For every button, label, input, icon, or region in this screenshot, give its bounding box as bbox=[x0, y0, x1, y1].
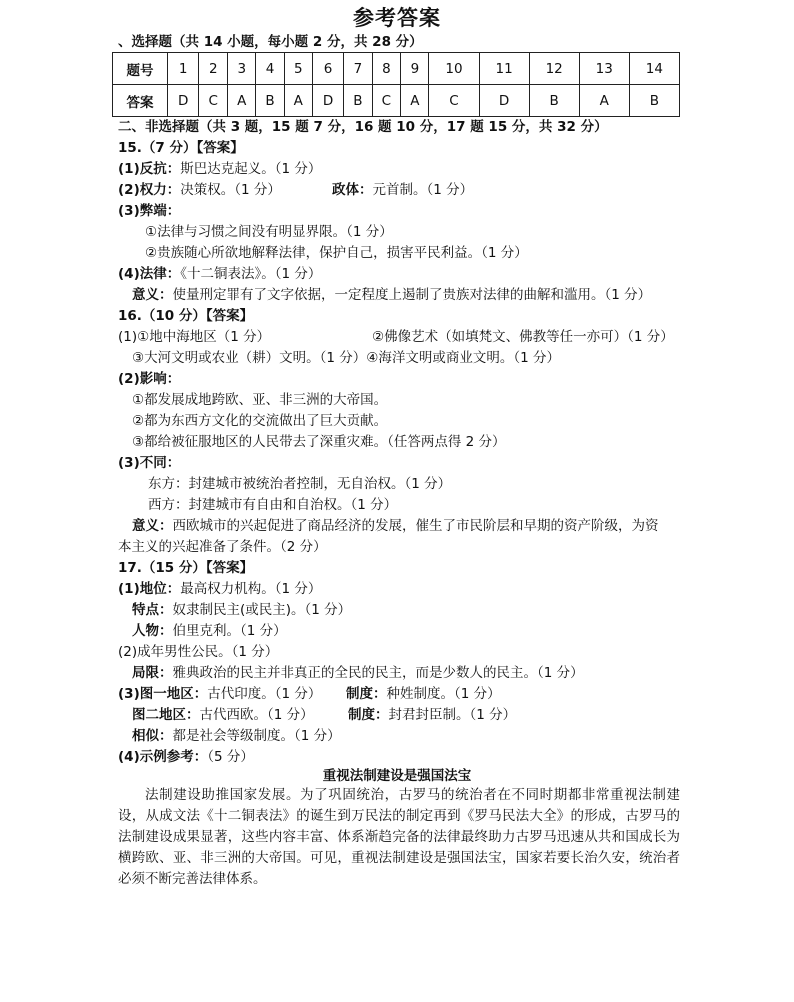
q16-line-3a: ①都发展成地跨欧、亚、非三洲的大帝国。 bbox=[132, 392, 388, 408]
q16-line-4a: 东方：封建城市被统治者控制，无自治权。（1 分） bbox=[148, 476, 452, 492]
q15-line-4 bbox=[118, 265, 321, 283]
answer-label: 意义： bbox=[132, 518, 173, 534]
answer-label: (4)示例参考： bbox=[118, 749, 208, 765]
q15-line-3a: ①法律与习惯之间没有明显界限。（1 分） bbox=[145, 224, 393, 240]
answer-label: 意义： bbox=[132, 287, 173, 303]
answer-label: 制度： bbox=[346, 686, 387, 702]
answer-text: 元首制。（1 分） bbox=[372, 182, 474, 198]
table-cell: 8 bbox=[372, 53, 401, 85]
table-cell: 10 bbox=[429, 53, 479, 85]
q16-line-3c: ③都给被征服地区的人民带去了深重灾难。（任答两点得 2 分） bbox=[132, 434, 506, 450]
table-cell: B bbox=[529, 85, 579, 117]
q17-line-2 bbox=[132, 601, 351, 619]
answer-text: 使量刑定罪有了文字依据，一定程度上遏制了贵族对法律的曲解和滥用。（1 分） bbox=[172, 287, 652, 303]
answer-label: (3)图一地区： bbox=[118, 686, 208, 702]
q15-line-3b: ②贵族随心所欲地解释法律，保护自己，损害平民利益。（1 分） bbox=[145, 245, 528, 261]
essay-body: 法制建设助推国家发展。为了巩固统治，古罗马的统治者在不同时期都非常重视法制建设，从成文法《十二铜表法》的诞生到万民法的制定再到《罗马民法大全》的形成，古罗马的法制建设成果显著，这些内容丰富、体系渐趋完备的法律最终助力古罗马迅速从共和国成长为横跨欧、亚、非三洲的大帝国。可见，重视法制建设是强国法宝，国家若要长治久安，统治者必须不断完善法律体系。 bbox=[118, 787, 680, 887]
answer-label: 相似： bbox=[132, 728, 173, 744]
answer-text: 斯巴达克起义。（1 分） bbox=[180, 161, 322, 177]
table-cell: D bbox=[168, 85, 199, 117]
table-cell: C bbox=[372, 85, 401, 117]
table-cell: 11 bbox=[479, 53, 529, 85]
q16-line-4-label: (3)不同： bbox=[118, 455, 181, 471]
table-cell: D bbox=[312, 85, 343, 117]
answer-text: 西欧城市的兴起促进了商品经济的发展，催生了市民阶层和早期的资产阶级，为资 bbox=[172, 518, 659, 534]
q16-line-2: ③大河文明或农业（耕）文明。（1 分）④海洋文明或商业文明。（1 分） bbox=[132, 350, 560, 366]
table-cell: C bbox=[429, 85, 479, 117]
table-cell: A bbox=[579, 85, 629, 117]
q17-line-7 bbox=[132, 706, 314, 724]
answer-text: 《十二铜表法》。（1 分） bbox=[180, 266, 322, 282]
answer-text: 古代西欧。（1 分） bbox=[199, 707, 314, 723]
answer-label: 图二地区： bbox=[132, 707, 200, 723]
table-cell: 13 bbox=[579, 53, 629, 85]
section-1-heading: 、选择题（共 14 小题，每小题 2 分，共 28 分） bbox=[118, 34, 423, 50]
q17-heading: 17.（15 分）【答案】 bbox=[118, 560, 254, 576]
table-cell: 6 bbox=[312, 53, 343, 85]
q15-line-2 bbox=[118, 181, 281, 199]
q17-line-5 bbox=[132, 664, 584, 682]
answer-text: 雅典政治的民主并非真正的全民的民主，而是少数人的民主。（1 分） bbox=[172, 665, 584, 681]
table-cell: 5 bbox=[284, 53, 312, 85]
table-cell: B bbox=[629, 85, 679, 117]
table-row-numbers bbox=[113, 53, 680, 85]
table-header-cell: 题号 bbox=[113, 53, 168, 85]
answer-label: 政体： bbox=[332, 182, 373, 198]
table-cell: 2 bbox=[199, 53, 228, 85]
q15-line-3-label: (3)弊端： bbox=[118, 203, 181, 219]
section-2-heading: 二、非选择题（共 3 题，15 题 7 分，16 题 10 分，17 题 15 分，共 32 分） bbox=[118, 119, 608, 135]
q16-heading: 16.（10 分）【答案】 bbox=[118, 308, 254, 324]
answer-text: 古代印度。（1 分） bbox=[207, 686, 322, 702]
table-cell: 4 bbox=[256, 53, 284, 85]
answer-text: （5 分） bbox=[207, 749, 254, 765]
answer-label: 特点： bbox=[132, 602, 173, 618]
q17-line-7b bbox=[348, 706, 516, 724]
q17-line-8 bbox=[132, 727, 341, 745]
answer-text: 封君封臣制。（1 分） bbox=[388, 707, 517, 723]
q16-line-5 bbox=[132, 517, 659, 535]
page-title: 参考答案 bbox=[353, 6, 441, 30]
answer-text: 奴隶制民主(或民主)。（1 分） bbox=[172, 602, 352, 618]
q16-line-4b: 西方：封建城市有自由和自治权。（1 分） bbox=[148, 497, 398, 513]
answer-label: (2)权力： bbox=[118, 182, 181, 198]
answer-text: 都是社会等级制度。（1 分） bbox=[172, 728, 341, 744]
q17-line-6b bbox=[346, 685, 501, 703]
answer-label: 人物： bbox=[132, 623, 173, 639]
q16-line-3-label: (2)影响： bbox=[118, 371, 181, 387]
q16-line-3b: ②都为东西方文化的交流做出了巨大贡献。 bbox=[132, 413, 388, 429]
answer-label: (1)反抗： bbox=[118, 161, 181, 177]
answer-text: 伯里克利。（1 分） bbox=[172, 623, 287, 639]
answer-label: 制度： bbox=[348, 707, 389, 723]
q15-line-2b bbox=[332, 181, 473, 199]
q15-line-5 bbox=[132, 286, 651, 304]
table-cell: 7 bbox=[344, 53, 372, 85]
answer-text: 决策权。（1 分） bbox=[180, 182, 281, 198]
answer-table bbox=[112, 52, 680, 117]
table-cell: B bbox=[344, 85, 372, 117]
q17-line-4: (2)成年男性公民。（1 分） bbox=[118, 644, 279, 660]
q16-line-1a: (1)①地中海地区（1 分） bbox=[118, 329, 271, 345]
q15-heading: 15.（7 分）【答案】 bbox=[118, 140, 244, 156]
table-cell: 12 bbox=[529, 53, 579, 85]
answer-label: (4)法律： bbox=[118, 266, 181, 282]
answer-text: 最高权力机构。（1 分） bbox=[180, 581, 322, 597]
answer-text: 种姓制度。（1 分） bbox=[386, 686, 501, 702]
table-cell: 1 bbox=[168, 53, 199, 85]
table-cell: A bbox=[228, 85, 256, 117]
q16-line-5-cont: 本主义的兴起准备了条件。（2 分） bbox=[118, 539, 327, 555]
table-cell: D bbox=[479, 85, 529, 117]
q16-line-1b: ②佛像艺术（如填梵文、佛教等任一亦可）（1 分） bbox=[372, 329, 674, 345]
q17-line-1 bbox=[118, 580, 321, 598]
table-header-cell: 答案 bbox=[113, 85, 168, 117]
table-cell: 14 bbox=[629, 53, 679, 85]
table-cell: C bbox=[199, 85, 228, 117]
q17-line-3 bbox=[132, 622, 287, 640]
answer-label: 局限： bbox=[132, 665, 173, 681]
q17-line-6 bbox=[118, 685, 321, 703]
q15-line-1 bbox=[118, 160, 321, 178]
table-cell: A bbox=[284, 85, 312, 117]
answer-label: (1)地位： bbox=[118, 581, 181, 597]
table-cell: B bbox=[256, 85, 284, 117]
table-cell: 9 bbox=[401, 53, 429, 85]
essay-title: 重视法制建设是强国法宝 bbox=[322, 768, 472, 784]
table-row-answers bbox=[113, 85, 680, 117]
table-cell: A bbox=[401, 85, 429, 117]
table-cell: 3 bbox=[228, 53, 256, 85]
